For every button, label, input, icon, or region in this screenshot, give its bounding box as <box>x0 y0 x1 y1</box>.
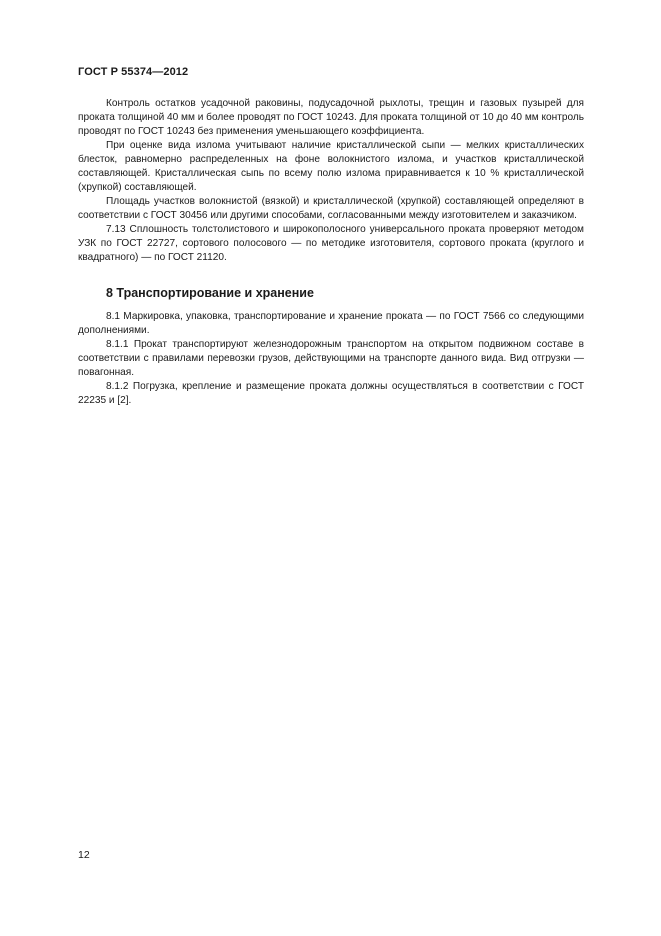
paragraph-clause-8-1-1: 8.1.1 Прокат транспортируют железнодорожным транспортом на открытом подвижном составе в соответствии с правилами перевозки грузов, действующими на транспорте данного вида. Вид отгрузки — повагонная. <box>78 339 584 378</box>
paragraph-clause-8-1-2: 8.1.2 Погрузка, крепление и размещение проката должны осуществляться в соответствии с ГОСТ 22235 и [2]. <box>78 381 584 406</box>
paragraph-fracture-evaluation: При оценке вида излома учитывают наличие кристаллической сыпи — мелких кристаллических блесток, равномерно распределенных на фоне волокнистого излома, и участков кристаллической составляющей. Кристаллическая сыпь по всему полю излома приравнивается к 10 % кристаллической (хрупкой) составляющей. <box>78 140 584 193</box>
page-number: 12 <box>78 849 90 861</box>
document-header: ГОСТ Р 55374—2012 <box>78 66 189 78</box>
paragraph-clause-7-13: 7.13 Сплошность толстолистового и широкополосного универсального проката проверяют методом УЗК по ГОСТ 22727, сортового полосового — по методике изготовителя, сортового проката (круглого и квадратного) — по ГОСТ 21120. <box>78 224 584 263</box>
paragraph-shrinkage-control: Контроль остатков усадочной раковины, подусадочной рыхлоты, трещин и газовых пузырей для проката толщиной 40 мм и более проводят по ГОСТ 10243. Для проката толщиной от 10 до 40 мм контроль проводят по ГОСТ 10243 без применения уменьшающего коэффициента. <box>78 98 584 137</box>
body-text-section-8 <box>78 310 584 408</box>
paragraph-fracture-area: Площадь участков волокнистой (вязкой) и кристаллической (хрупкой) составляющей определяют в соответствии с ГОСТ 30456 или другими способами, согласованными между изготовителем и заказчиком. <box>78 196 584 221</box>
section-heading: 8 Транспортирование и хранение <box>106 286 314 300</box>
paragraph-clause-8-1: 8.1 Маркировка, упаковка, транспортирование и хранение проката — по ГОСТ 7566 со следующими дополнениями. <box>78 311 584 336</box>
body-text-before-section <box>78 97 584 265</box>
